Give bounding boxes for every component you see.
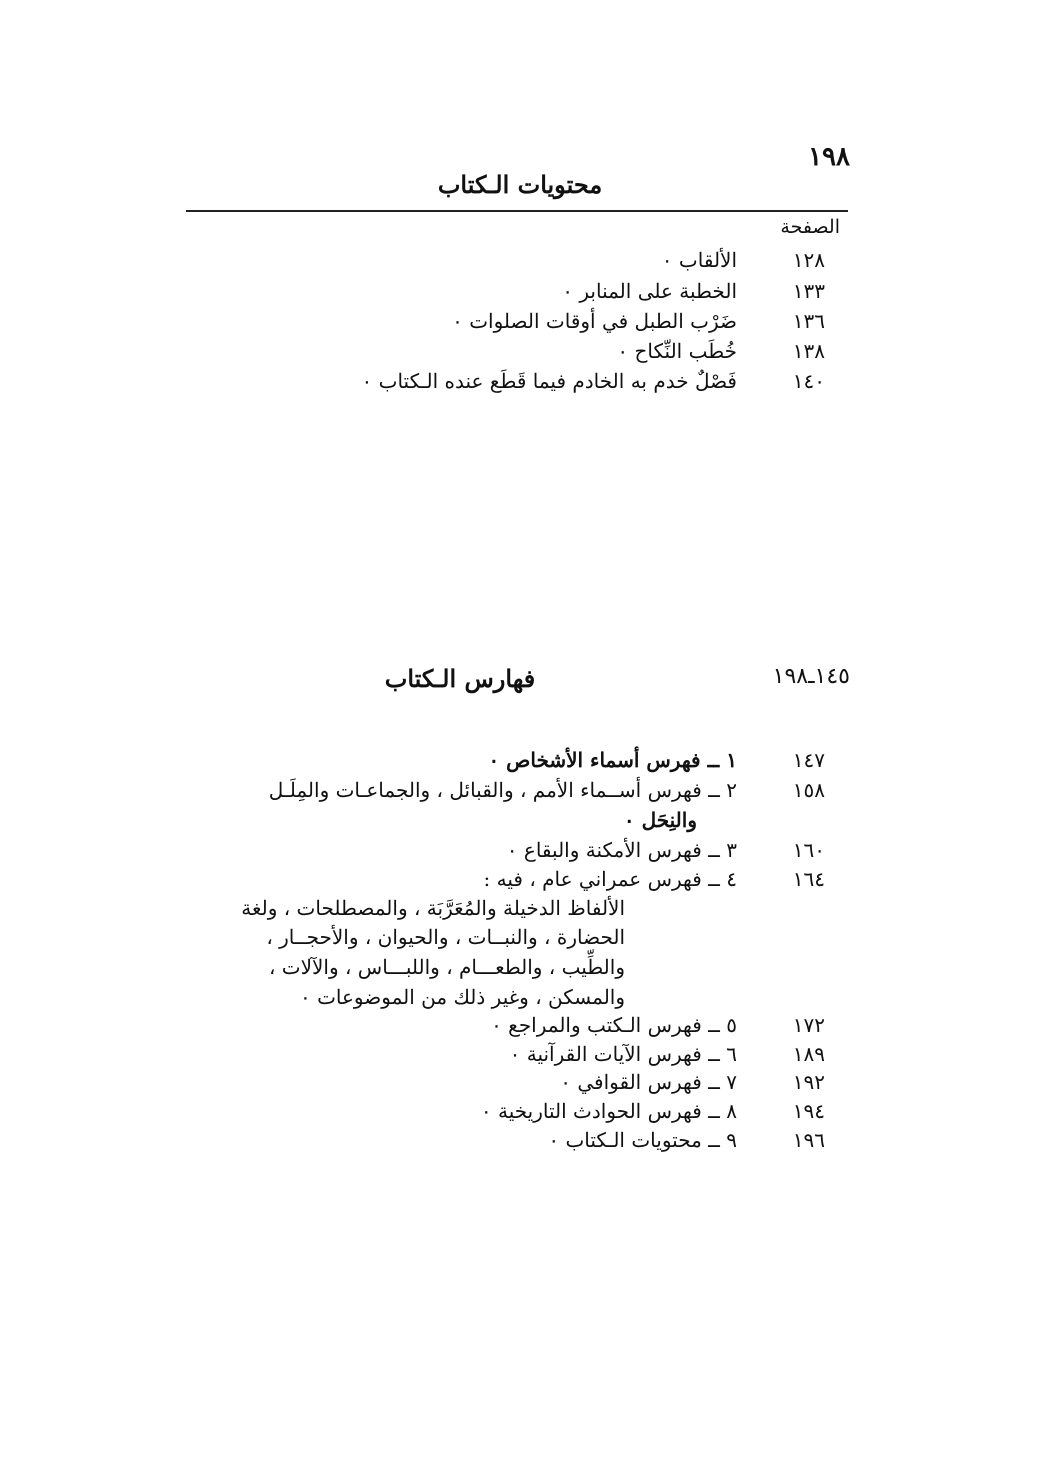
index-page-number: ١٤٧	[792, 748, 825, 772]
index-entry-text: ٦ ــ فهرس الآيات القرآنية ٠	[509, 1042, 737, 1066]
index-row-continuation	[0, 805, 1037, 835]
index-row	[0, 775, 1037, 805]
index-section-title: فهارس الـكتاب	[384, 664, 536, 693]
contents-page-number: ١٢٨	[792, 248, 825, 272]
index-subline-text: والمسكن ، وغير ذلك من الموضوعات ٠	[299, 985, 625, 1009]
index-subline	[0, 982, 1037, 1012]
contents-entry-text: الألقاب ٠	[661, 248, 737, 272]
running-title: محتويات الـكتاب	[437, 170, 603, 199]
header-rule	[186, 210, 848, 212]
contents-page-number: ١٤٠	[792, 369, 825, 393]
contents-page-number: ١٣٣	[792, 279, 825, 303]
index-page-number: ١٦٠	[792, 838, 825, 862]
contents-entry-text: فَصْلٌ خدم به الخادم فيما قَطَع عنده الـكتاب ٠	[361, 369, 737, 393]
contents-row	[0, 336, 1037, 366]
page-column-header: الصفحة	[780, 216, 840, 238]
index-page-number: ١٨٩	[792, 1042, 825, 1066]
contents-page-number: ١٣٦	[792, 309, 825, 333]
index-row	[0, 745, 1037, 775]
page-number: ١٩٨	[808, 142, 850, 172]
index-subline-text: الحضارة ، والنبــات ، والحيوان ، والأحجــار ،	[266, 925, 625, 949]
index-entry-text: ٨ ــ فهرس الحوادث التاريخية ٠	[480, 1099, 737, 1123]
index-row	[0, 1039, 1037, 1069]
index-subline	[0, 922, 1037, 952]
index-entry-text: ١ ــ فهرس أسماء الأشخاص ٠	[488, 748, 737, 772]
contents-entry-text: الخطبة على المنابر ٠	[562, 279, 737, 303]
contents-entry-text: ضَرْب الطبل في أوقات الصلوات ٠	[452, 309, 737, 333]
index-subline	[0, 893, 1037, 923]
index-row	[0, 1096, 1037, 1126]
index-entry-text: ٥ ــ فهرس الـكتب والمراجع ٠	[491, 1013, 737, 1037]
contents-row	[0, 245, 1037, 275]
index-row	[0, 1010, 1037, 1040]
index-page-number: ١٩٦	[792, 1128, 825, 1152]
index-entry-text: ٧ ــ فهرس القوافي ٠	[560, 1070, 737, 1094]
contents-row	[0, 306, 1037, 336]
index-row	[0, 1067, 1037, 1097]
index-entry-text: ٩ ــ محتويات الـكتاب ٠	[548, 1128, 737, 1152]
index-subline-text: والطِّيب ، والطعـــام ، واللبـــاس ، والآلات ،	[268, 955, 625, 979]
contents-row	[0, 366, 1037, 396]
index-row	[0, 864, 1037, 894]
index-page-number: ١٩٢	[792, 1070, 825, 1094]
index-subline	[0, 952, 1037, 982]
index-entry-text: ٢ ــ فهرس أســماء الأمم ، والقبائل ، والجماعـات والمِلَـل	[268, 778, 737, 802]
index-page-number: ١٧٢	[792, 1013, 825, 1037]
index-row	[0, 835, 1037, 865]
index-page-number: ١٦٤	[792, 867, 825, 891]
index-entry-text: والنِحَل ٠	[623, 808, 697, 832]
index-entry-text: ٤ ــ فهرس عمراني عام ، فيه :	[483, 867, 737, 891]
contents-row	[0, 276, 1037, 306]
index-page-number: ١٥٨	[792, 778, 825, 802]
index-entry-text: ٣ ــ فهرس الأمكنة والبقاع ٠	[506, 838, 737, 862]
index-page-number: ١٩٤	[792, 1099, 825, 1123]
index-section-range: ١٤٥ـ١٩٨	[772, 664, 850, 689]
index-subline-text: الألفاظ الدخيلة والمُعَرَّبَة ، والمصطلحات ، ولغة	[241, 896, 625, 920]
index-row	[0, 1125, 1037, 1155]
contents-page-number: ١٣٨	[792, 339, 825, 363]
contents-entry-text: خُطَب النِّكاح ٠	[617, 339, 737, 363]
